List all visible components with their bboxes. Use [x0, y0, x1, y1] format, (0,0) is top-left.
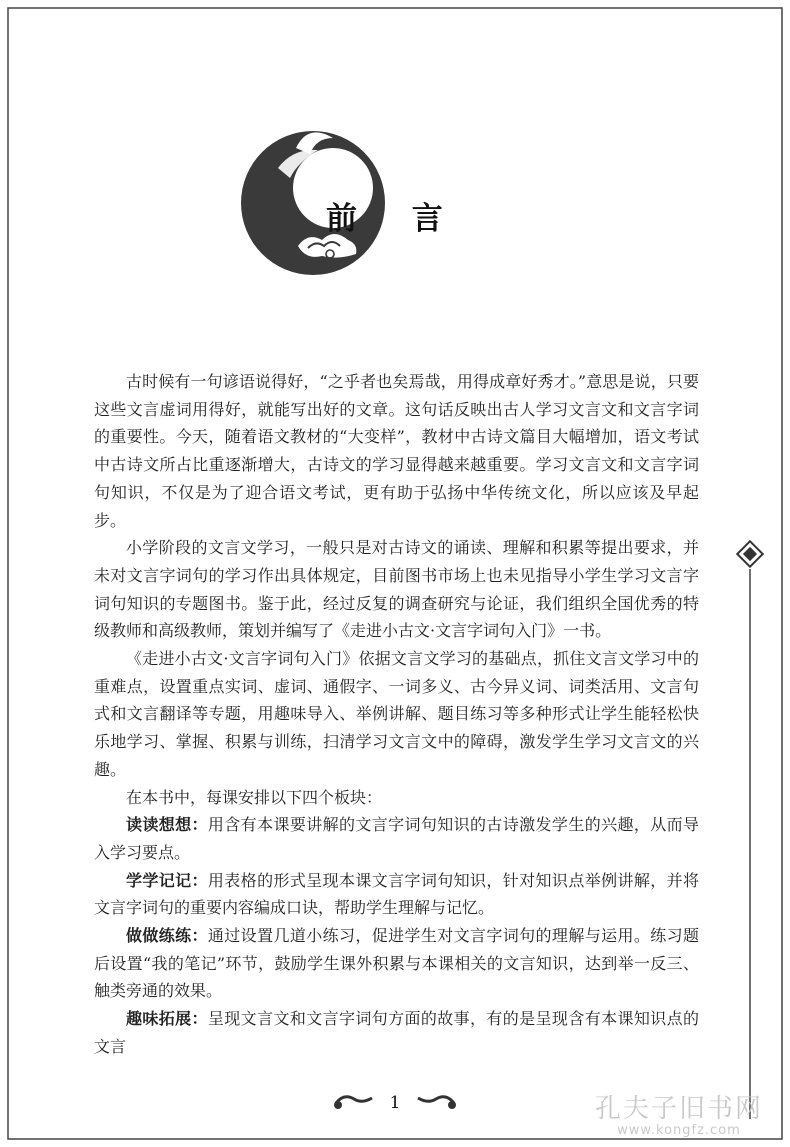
page-title: 前 言	[326, 201, 465, 237]
section-label: 趣味拓展：	[126, 1009, 208, 1029]
page-number: 1	[389, 1093, 401, 1113]
section-label: 读读想想：	[126, 815, 208, 835]
watermark-url: www.kongfz.com	[617, 1123, 741, 1138]
paragraph-2: 小学阶段的文言文学习，一般只是对古诗文的诵读、理解和积累等提出要求，并未对文言字词句的学习作出具体规定，目前图书市场上也未见指导小学生学习文言字词句知识的专题图书。鉴于此，经过反复的调查研究与论证，我们组织全国优秀的特级教师和高级教师，策划并编写了《走进小古文·文言字词句入门》一书。	[94, 538, 699, 641]
paragraph-4: 在本书中，每课安排以下四个板块：	[126, 787, 383, 807]
section-label: 做做练练：	[126, 926, 208, 946]
watermark	[595, 1088, 763, 1138]
section-text: 通过设置几道小练习，促进学生对文言字词句的理解与运用。练习题后设置“我的笔记”环节，鼓励学生课外积累与本课相关的文言知识，达到举一反三、触类旁通的效果。	[94, 926, 699, 1001]
preface-body	[94, 368, 699, 1061]
section-text: 用表格的形式呈现本课文言字词句知识，针对知识点举例讲解，并将文言字词句的重要内容编成口诀，帮助学生理解与记忆。	[94, 870, 699, 918]
section-learn-remember	[94, 867, 699, 922]
watermark-name: 孔夫子旧书网	[595, 1094, 764, 1124]
section-label: 学学记记：	[126, 870, 208, 890]
section-practice	[94, 922, 699, 1005]
side-ornament-icon	[735, 539, 765, 1119]
section-read-think	[94, 811, 699, 866]
section-fun-extension	[94, 1005, 699, 1060]
paragraph-1: 古时候有一句谚语说得好，“之乎者也矣焉哉，用得成章好秀才。”意思是说，只要这些文言虚词用得好，就能写出好的文章。这句话反映出古人学习文言文和文言字词的重要性。今天，随着语文教材的“大变样”，教材中古诗文篇目大幅增加，语文考试中古诗文所占比重逐渐增大，古诗文的学习显得越来越重要。学习文言文和文言字词句知识，不仅是为了迎合语文考试，更有助于弘扬中华传统文化，所以应该及早起步。	[94, 372, 699, 530]
section-text: 用含有本课要讲解的文言字词句知识的古诗激发学生的兴趣，从而导入学习要点。	[94, 815, 699, 862]
section-text: 呈现文言文和文言字词句方面的故事，有的是呈现含有本课知识点的文言	[94, 1009, 699, 1056]
paragraph-3: 《走进小古文·文言字词句入门》依据文言文学习的基础点，抓住文言文学习中的重难点，设置重点实词、虚词、通假字、一词多义、古今异义词、词类活用、文言句式和文言翻译等专题，用趣味导入、举例讲解、题目练习等多种形式让学生能轻松快乐地学习、掌握、积累与训练，扫清学习文言文中的障碍，激发学生学习文言文的兴趣。	[94, 649, 699, 779]
